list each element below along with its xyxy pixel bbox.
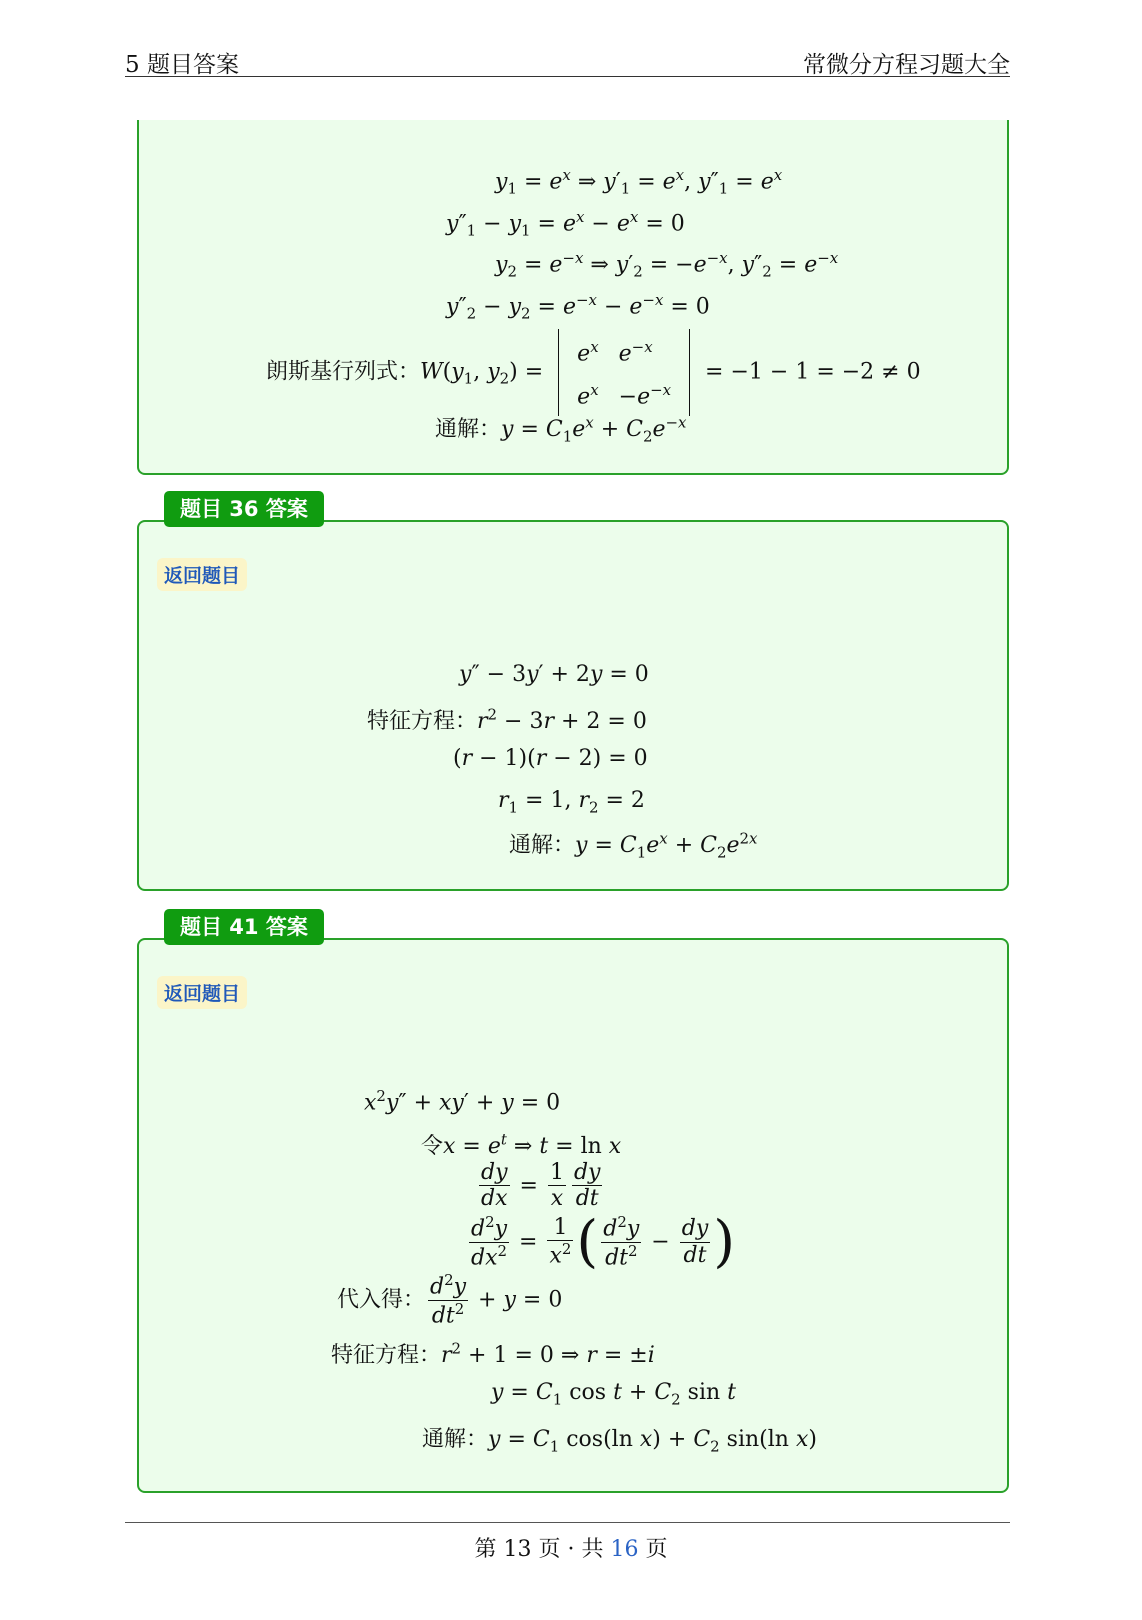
page-number-text: 第 13 页 · 共	[474, 1537, 611, 1562]
equation: $x^2y'' + xy' + y = 0$	[364, 1087, 561, 1116]
equation: 代入得： $\frac{d^2y}{dt^2}$ + y = 0	[337, 1271, 563, 1328]
equation: (r − 1)(r − 2) = 0	[453, 746, 648, 771]
equation: $y''_1 - y_1 = e^x - e^x = 0$	[446, 208, 685, 240]
total-pages-link[interactable]: 16	[610, 1537, 639, 1562]
equation: $y = C_1$ $\cos t + C_2$ sin t	[491, 1380, 737, 1409]
equation: $r_1 = 1$, $r_2 = 2$	[498, 788, 645, 817]
wronskian-label: 朗斯基行列式：	[266, 359, 421, 385]
equation: $y_2 = e^{-x}$ ⇒ $y'_2 = -e^{-x}$, $y''_2 = e^{-x}$	[495, 249, 839, 281]
substitute-label: 代入得：	[337, 1287, 426, 1313]
equation: $\frac{d^2y}{dx^2}$ = $\frac{1}{x^2}$ ( $\frac{d^2y}{dt^2}$ − $\frac{dy}{dt}$ )	[471, 1209, 736, 1275]
back-to-question-link[interactable]: 返回题目	[157, 976, 247, 1009]
determinant: $e^x$ $e^{-x}$ $e^x$ $-e^{-x}$	[558, 329, 690, 416]
equation: 特征方程：$r^2 - 3r + 2 = 0$	[367, 705, 647, 734]
general-solution: 通解：$y = C_1$ cos(ln $x) + C_2$ sin(ln x)	[422, 1427, 817, 1456]
answer-box-41	[137, 938, 1009, 1493]
wronskian-equation: 朗斯基行列式：$W(y_1$, $y_2$) = $e^x$ $e^{-x}$ $e^x$ $-e^{-x}$ = −1 − 1 = −2 ≠ 0	[266, 329, 921, 416]
answer-box-continued	[137, 120, 1009, 475]
char-eq-label: 特征方程：	[331, 1343, 442, 1368]
page-suffix: 页	[638, 1537, 668, 1562]
equation: 令$x = e^t$ ⇒ t = ln x	[421, 1130, 622, 1159]
char-eq-label: 特征方程：	[367, 709, 478, 734]
general-solution: 通解：$y = C_1e^x + C_2e^{2x}$	[509, 829, 758, 862]
solution-label: 通解：	[435, 417, 502, 442]
solution-label: 通解：	[509, 833, 576, 858]
tab-answer-36: 题目 36 答案	[164, 491, 324, 527]
page-header	[125, 44, 1010, 77]
equation: 特征方程：$r^2 + 1 = 0$ ⇒ r = ±i	[331, 1339, 655, 1368]
back-to-question-link[interactable]: 返回题目	[157, 558, 247, 591]
section-title: 5 题目答案	[125, 52, 239, 78]
footer-rule	[125, 1522, 1010, 1523]
page-footer	[0, 1532, 1142, 1563]
equation: $y_1 = e^x$ ⇒ $y'_1 = e^x$, $y''_1 = e^x$	[495, 166, 783, 198]
general-solution: 通解：$y = C_1e^x + C_2e^{-x}$	[435, 413, 687, 446]
equation: y″ − 3y′ + 2y = 0	[459, 662, 649, 687]
solution-label: 通解：	[422, 1427, 489, 1452]
answer-box-36	[137, 520, 1009, 891]
tab-answer-41: 题目 41 答案	[164, 909, 324, 945]
let-label: 令	[421, 1134, 444, 1159]
book-title: 常微分方程习题大全	[803, 52, 1010, 78]
equation: $\frac{dy}{dx}$ = $\frac{1}{x}$ $\frac{dy}{dt}$	[481, 1160, 601, 1212]
equation: $y''_2 - y_2 = e^{-x} - e^{-x} = 0$	[446, 291, 710, 323]
